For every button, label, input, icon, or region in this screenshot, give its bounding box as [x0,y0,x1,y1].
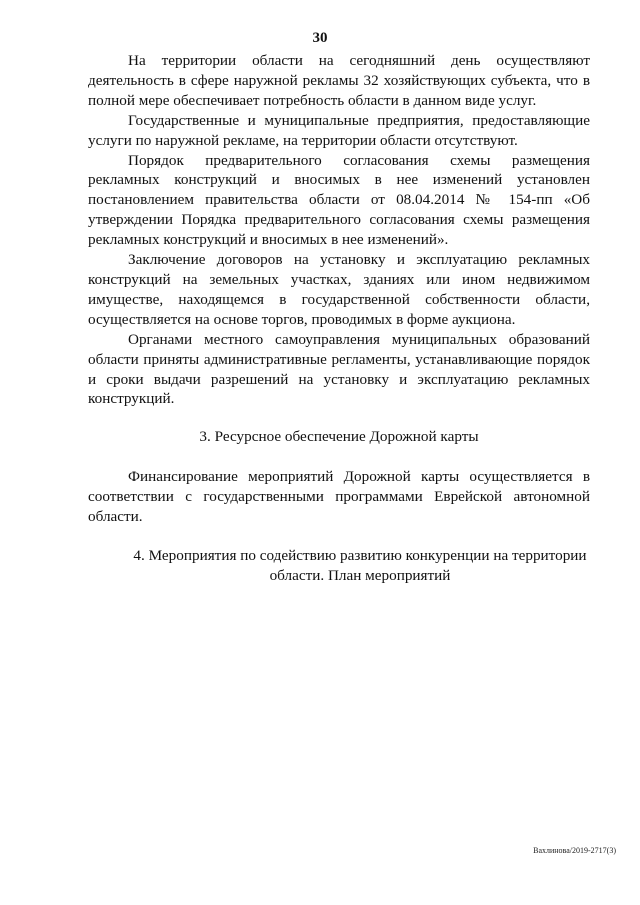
section-4-heading [88,546,590,586]
section-4-heading-line-1: 4. Мероприятия по содействию развитию конкуренции на территории [133,546,587,564]
paragraph-contracts: Заключение договоров на установку и эксплуатацию рекламных конструкций на земельных участках, зданиях или ином недвижимом имуществе, находящемся в государственной собственности области, осуществляется на основе торгов, проводимых в форме аукциона. [88,251,590,328]
section-4-heading-line-2: области. План мероприятий [269,566,451,584]
paragraph-financing: Финансирование мероприятий Дорожной карты осуществляется в соответствии с государственными программами Еврейской автономной области. [88,468,590,526]
paragraph-advertising-entities: На территории области на сегодняшний день осуществляют деятельность в сфере наружной рекламы 32 хозяйствующих субъекта, что в полной мере обеспечивает потребность области в данном виде услуг. [88,52,590,109]
paragraph-approval-procedure: Порядок предварительного согласования схемы размещения рекламных конструкций и вносимых в нее изменений установлен постановлением правительства области от 08.04.2014 № 154-пп «Об утверждении Порядка предварительного согласования схемы размещения рекламных конструкций и вносимых в нее изменений». [88,151,590,249]
section-3-heading: 3. Ресурсное обеспечение Дорожной карты [199,428,479,446]
document-body [88,51,590,586]
document-code: Вахлинова/2019-2717(3) [533,846,616,855]
page-number: 30 [312,30,328,46]
paragraph-regulations: Органами местного самоуправления муниципальных образований области приняты административные регламенты, устанавливающие порядок и сроки выдачи разрешений на установку и эксплуатацию рекламных конструкций. [88,330,590,408]
paragraph-state-enterprises: Государственные и муниципальные предприятия, предоставляющие услуги по наружной рекламе, на территории области отсутствуют. [88,111,590,149]
